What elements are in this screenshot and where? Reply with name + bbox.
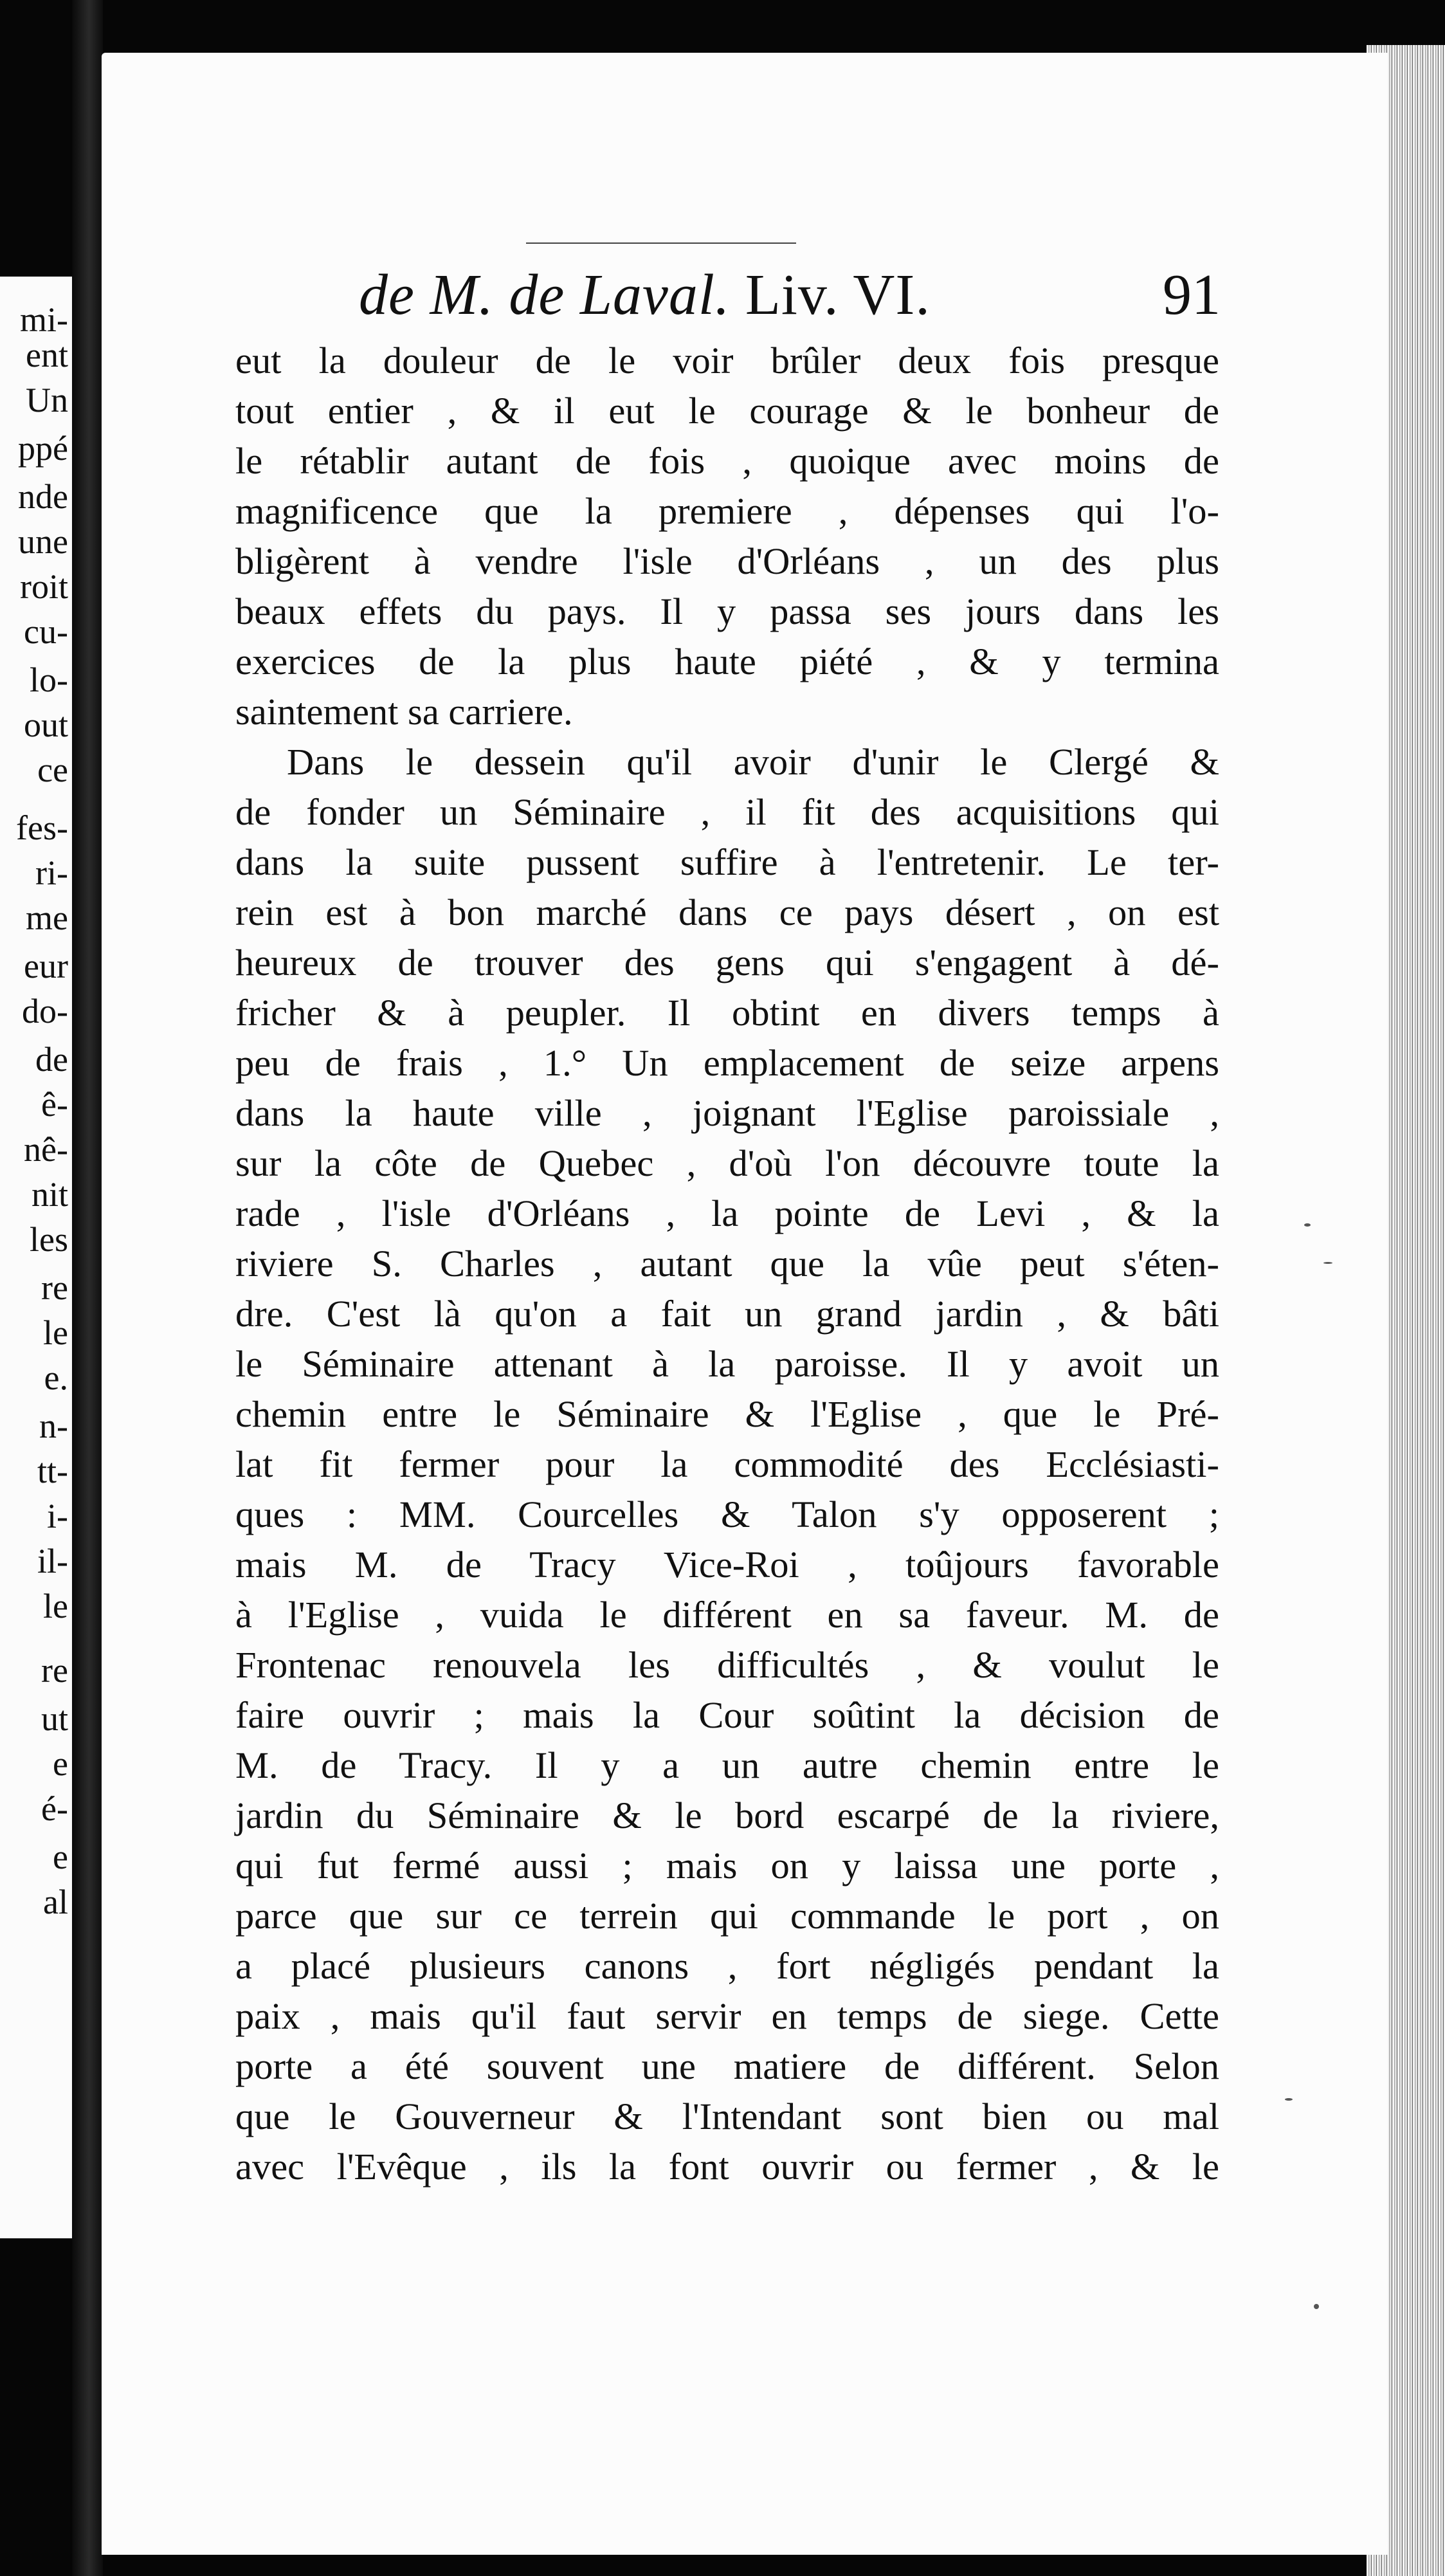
text-line: ques : MM. Courcelles & Talon s'y opposerent ; [235, 1494, 1219, 1535]
previous-page-fragment: e. [44, 1358, 68, 1397]
previous-page-fragment: mi- [20, 300, 68, 339]
text-line: dans la haute ville , joignant l'Eglise paroissiale , [235, 1092, 1219, 1134]
text-line: M. de Tracy. Il y a un autre chemin entre le [235, 1744, 1219, 1786]
previous-page-fragment: fes- [16, 808, 68, 847]
previous-page-fragment: ent [26, 336, 68, 374]
text-line: jardin du Séminaire & le bord escarpé de la riviere, [235, 1795, 1219, 1836]
header-rule [526, 242, 796, 244]
previous-page-fragment: e [53, 1744, 68, 1783]
previous-page-fragment: le [43, 1587, 68, 1625]
previous-page-fragment: al [43, 1883, 68, 1921]
previous-page-fragment: me [26, 899, 68, 937]
text-line: paix , mais qu'il faut servir en temps de siege. Cette [235, 1995, 1219, 2037]
previous-page-fragment: lo- [30, 661, 68, 699]
previous-page-fragment: Un [26, 381, 68, 419]
previous-page-fragment: ce [37, 751, 68, 789]
ink-speck [1304, 1223, 1311, 1227]
ink-speck [1314, 2304, 1319, 2309]
text-line: à l'Eglise , vuida le différent en sa faveur. M. de [235, 1594, 1219, 1636]
book-page [102, 53, 1388, 2555]
previous-page-fragment: re [41, 1268, 68, 1307]
previous-page-fragment: cu- [24, 612, 68, 651]
previous-page-fragment: ut [41, 1699, 68, 1738]
running-title-italic: de M. de Laval. [359, 263, 731, 327]
text-line: mais M. de Tracy Vice-Roi , toûjours favorable [235, 1544, 1219, 1585]
text-line: magnificence que la premiere , dépenses qui l'o- [235, 490, 1219, 532]
previous-page-fragment: nit [31, 1175, 68, 1214]
previous-page-fragment: roit [20, 567, 68, 606]
text-line: parce que sur ce terrein qui commande le port , on [235, 1895, 1219, 1937]
previous-page-fragment: i- [47, 1497, 68, 1535]
previous-page-fragment: nde [18, 477, 68, 516]
text-line: sur la côte de Quebec , d'où l'on découvre toute la [235, 1142, 1219, 1184]
text-line: chemin entre le Séminaire & l'Eglise , que le Pré- [235, 1393, 1219, 1435]
previous-page-fragment: do- [22, 992, 68, 1030]
text-line: le Séminaire attenant à la paroisse. Il y avoit un [235, 1343, 1219, 1385]
text-line: rein est à bon marché dans ce pays désert , on est [235, 891, 1219, 933]
text-line: a placé plusieurs canons , fort négligés pendant la [235, 1945, 1219, 1987]
text-line: fricher & à peupler. Il obtint en divers temps à [235, 992, 1219, 1034]
text-line: riviere S. Charles , autant que la vûe peut s'éten- [235, 1243, 1219, 1284]
text-line: tout entier , & il eut le courage & le bonheur de [235, 390, 1219, 432]
text-line: peu de frais , 1.° Un emplacement de seize arpens [235, 1042, 1219, 1084]
ink-speck [1323, 1262, 1332, 1264]
text-line: qui fut fermé aussi ; mais on y laissa une porte , [235, 1845, 1219, 1886]
previous-page-fragment: une [18, 522, 68, 561]
text-line: le rétablir autant de fois , quoique avec moins de [235, 440, 1219, 482]
text-line: Dans le dessein qu'il avoir d'unir le Clergé & [287, 741, 1219, 783]
previous-page-fragment: le [43, 1313, 68, 1352]
previous-page-fragment: eur [24, 947, 68, 985]
previous-page-fragment: nê- [24, 1130, 68, 1169]
text-line: rade , l'isle d'Orléans , la pointe de Levi , & la [235, 1192, 1219, 1234]
text-line: que le Gouverneur & l'Intendant sont bien ou mal [235, 2096, 1219, 2137]
previous-page-fragment: tt- [37, 1452, 68, 1490]
previous-page-margin [0, 277, 72, 2238]
previous-page-fragment: out [23, 706, 68, 744]
previous-page-fragment: n- [39, 1407, 68, 1445]
previous-page-fragment: e [53, 1838, 68, 1876]
page-number: 91 [1163, 263, 1221, 327]
text-line: dans la suite pussent suffire à l'entretenir. Le ter- [235, 841, 1219, 883]
text-line: heureux de trouver des gens qui s'engagent à dé- [235, 942, 1219, 983]
text-line: beaux effets du pays. Il y passa ses jours dans les [235, 590, 1219, 632]
previous-page-fragment: de [35, 1040, 68, 1079]
previous-page-fragment: il- [37, 1542, 68, 1580]
previous-page-fragment: re [41, 1651, 68, 1690]
book-gutter [72, 0, 103, 2576]
running-title [359, 262, 931, 328]
previous-page-fragment: ri- [35, 854, 68, 892]
text-line: bligèrent à vendre l'isle d'Orléans , un des plus [235, 540, 1219, 582]
previous-page-fragment: ppé [18, 429, 68, 468]
running-header [359, 262, 1221, 345]
text-line: faire ouvrir ; mais la Cour soûtint la décision de [235, 1694, 1219, 1736]
text-line: porte a été souvent une matiere de différent. Selon [235, 2045, 1219, 2087]
running-title-roman: Liv. VI. [745, 263, 931, 327]
text-line: eut la douleur de le voir brûler deux fois presque [235, 340, 1219, 381]
text-line: lat fit fermer pour la commodité des Ecclésiasti- [235, 1443, 1219, 1485]
text-line: Frontenac renouvela les difficultés , & voulut le [235, 1644, 1219, 1686]
previous-page-fragment: les [30, 1220, 68, 1259]
ink-speck [1285, 2098, 1293, 2101]
text-line: exercices de la plus haute piété , & y termina [235, 641, 1219, 682]
text-line: de fonder un Séminaire , il fit des acquisitions qui [235, 791, 1219, 833]
previous-page-fragment: ê- [41, 1085, 68, 1124]
text-line: dre. C'est là qu'on a fait un grand jardin , & bâti [235, 1293, 1219, 1335]
text-line: avec l'Evêque , ils la font ouvrir ou fermer , & le [235, 2146, 1219, 2188]
body-text [235, 336, 1219, 2192]
previous-page-fragment: é- [41, 1789, 68, 1828]
text-line: saintement sa carriere. [235, 691, 573, 733]
